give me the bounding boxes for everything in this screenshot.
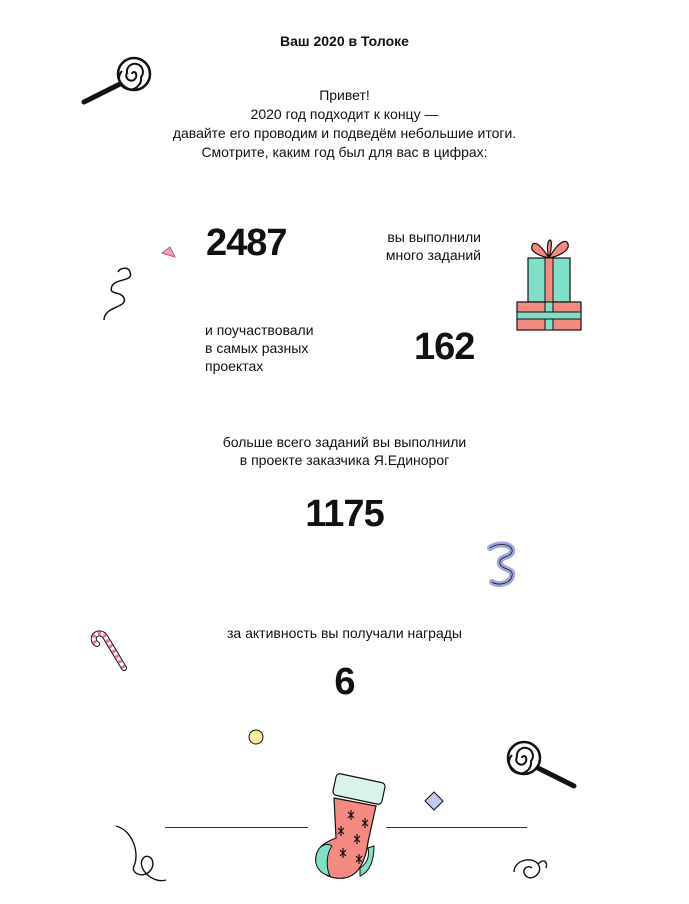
projects-caption [205,321,314,375]
dot-icon [247,728,265,746]
awards-count: 6 [334,661,355,703]
lollipop-icon [500,738,580,794]
projects-count: 162 [414,326,475,368]
intro-line: Привет! [319,87,370,103]
streamer-icon [98,262,144,322]
page-title: Ваш 2020 в Толоке [280,33,409,49]
top-requester-caption [0,433,689,469]
lollipop-icon [78,54,158,110]
caption-line: больше всего заданий вы выполнили [222,434,467,450]
confetti-icon [160,245,178,261]
gift-icon [512,234,586,334]
caption-line: в самых разных [205,340,309,356]
caption-line: и поучаствовали [205,322,314,338]
intro-line: Смотрите, каким год был для вас в цифрах: [201,144,488,160]
candy-cane-icon [88,626,132,672]
tasks-done-count: 2487 [206,222,287,264]
intro-line: давайте его проводим и подведём небольшие итоги. [172,125,517,141]
streamer-icon [484,540,524,592]
caption-line: в проекте заказчика Я.Единорог [239,452,450,468]
stocking-icon [308,768,388,888]
divider [165,827,308,828]
streamer-icon [112,822,172,892]
caption-line: проектах [205,358,264,374]
caption-line: много заданий [385,247,481,263]
caption-line: вы выполнили [387,229,481,245]
awards-caption: за активность вы получали награды [227,625,462,641]
divider [386,827,527,828]
intro-line: 2020 год подходит к концу — [250,106,439,122]
top-requester-count: 1175 [305,493,384,535]
confetti-icon [423,790,445,812]
tasks-done-caption [372,228,481,264]
streamer-icon [508,852,550,892]
